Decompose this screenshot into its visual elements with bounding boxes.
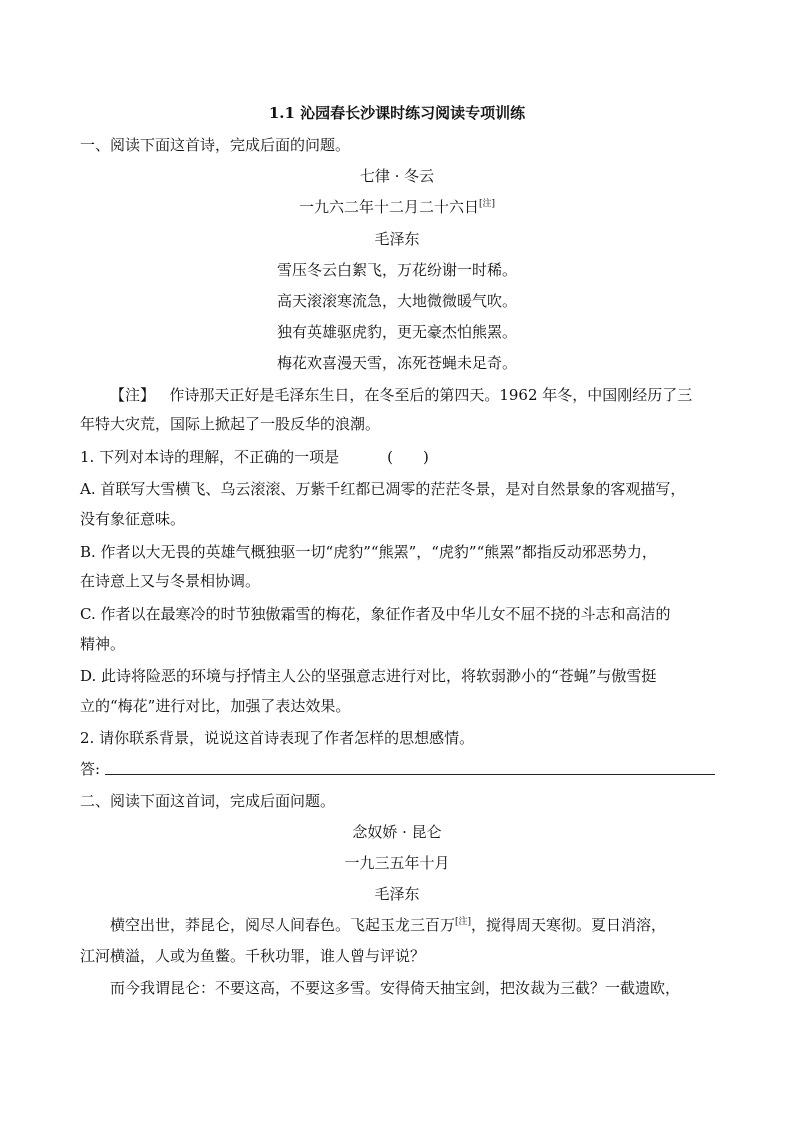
poem-1-line-3: 独有英雄驱虎豹，更无豪杰怕熊罴。	[276, 323, 517, 341]
poem-1-date-text: 一九六二年十二月二十六日	[298, 198, 479, 216]
note-label: 【注】	[110, 386, 156, 404]
option-a-line-1: A. 首联写大雪横飞、乌云滚滚、万紫千红都已凋零的茫茫冬景，是对自然景象的客观描写，	[80, 480, 686, 498]
question-2-stem: 2. 请你联系背景，说说这首诗表现了作者怎样的思想感情。	[80, 729, 475, 747]
document-title: 1.1 沁园春长沙课时练习阅读专项训练	[268, 104, 526, 122]
poem-2-text-a: 横空出世，莽昆仑，阅尽人间春色。飞起玉龙三百万	[110, 916, 456, 934]
answer-blank-line[interactable]	[105, 773, 715, 775]
option-a-line-2: 没有象征意味。	[80, 510, 186, 528]
poem-2-date: 一九三五年十月	[344, 854, 450, 872]
poem-2-title: 念奴娇 · 昆仑	[352, 823, 442, 841]
section-2-heading: 二、阅读下面这首词，完成后面问题。	[80, 792, 336, 810]
question-1	[80, 447, 429, 467]
poem-1-date	[0, 197, 794, 217]
poem-1-author: 毛泽东	[374, 230, 420, 248]
option-b-line-2: 在诗意上又与冬景相协调。	[80, 572, 261, 590]
poem-1-date-note: [注]	[478, 199, 496, 209]
poem-2-para-1-line-1	[110, 915, 666, 935]
note-1	[110, 385, 692, 405]
note-text-1: 作诗那天正好是毛泽东生日，在冬至后的第四天。1962 年冬，中国刚经历了三	[169, 386, 693, 404]
answer-label: 答:	[80, 760, 101, 778]
poem-2-note-marker: [注]	[455, 917, 472, 927]
option-b-line-1: B. 作者以大无畏的英雄气概独驱一切“虎豹”“熊罴”，“虎豹”“熊罴”都指反动邪恶势力，	[80, 543, 657, 561]
poem-2-para-1-line-2: 江河横溢，人或为鱼鳖。千秋功罪，谁人曾与评说？	[80, 947, 426, 965]
option-d-line-1: D. 此诗将险恶的环境与抒情主人公的坚强意志进行对比，将软弱渺小的“苍蝇”与傲雪挺	[80, 667, 657, 685]
question-1-stem: 1. 下列对本诗的理解，不正确的一项是	[80, 448, 340, 466]
answer-bracket: ( )	[387, 448, 429, 466]
poem-1-title: 七律 · 冬云	[359, 167, 435, 185]
option-c-line-1: C. 作者以在最寒冷的时节独傲霜雪的梅花，象征作者及中华儿女不屈不挠的斗志和高洁的	[80, 605, 671, 623]
poem-2-author: 毛泽东	[374, 885, 420, 903]
poem-2-text-b: ，搅得周天寒彻。夏日消溶，	[471, 916, 667, 934]
option-d-line-2: 立的“梅花”进行对比，加强了表达效果。	[80, 697, 351, 715]
poem-1-line-1: 雪压冬云白絮飞，万花纷谢一时稀。	[276, 261, 517, 279]
section-1-heading: 一、阅读下面这首诗，完成后面的问题。	[80, 136, 351, 154]
poem-1-line-2: 高天滚滚寒流急，大地微微暖气吹。	[276, 292, 517, 310]
poem-2-para-2-line-1: 而今我谓昆仑：不要这高，不要这多雪。安得倚天抽宝剑，把汝裁为三截？一截遗欧，	[110, 979, 681, 997]
note-text-2: 年特大灾荒，国际上掀起了一股反华的浪潮。	[80, 415, 381, 433]
poem-1-line-4: 梅花欢喜漫天雪，冻死苍蝇未足奇。	[276, 354, 517, 372]
option-c-line-2: 精神。	[80, 635, 126, 653]
